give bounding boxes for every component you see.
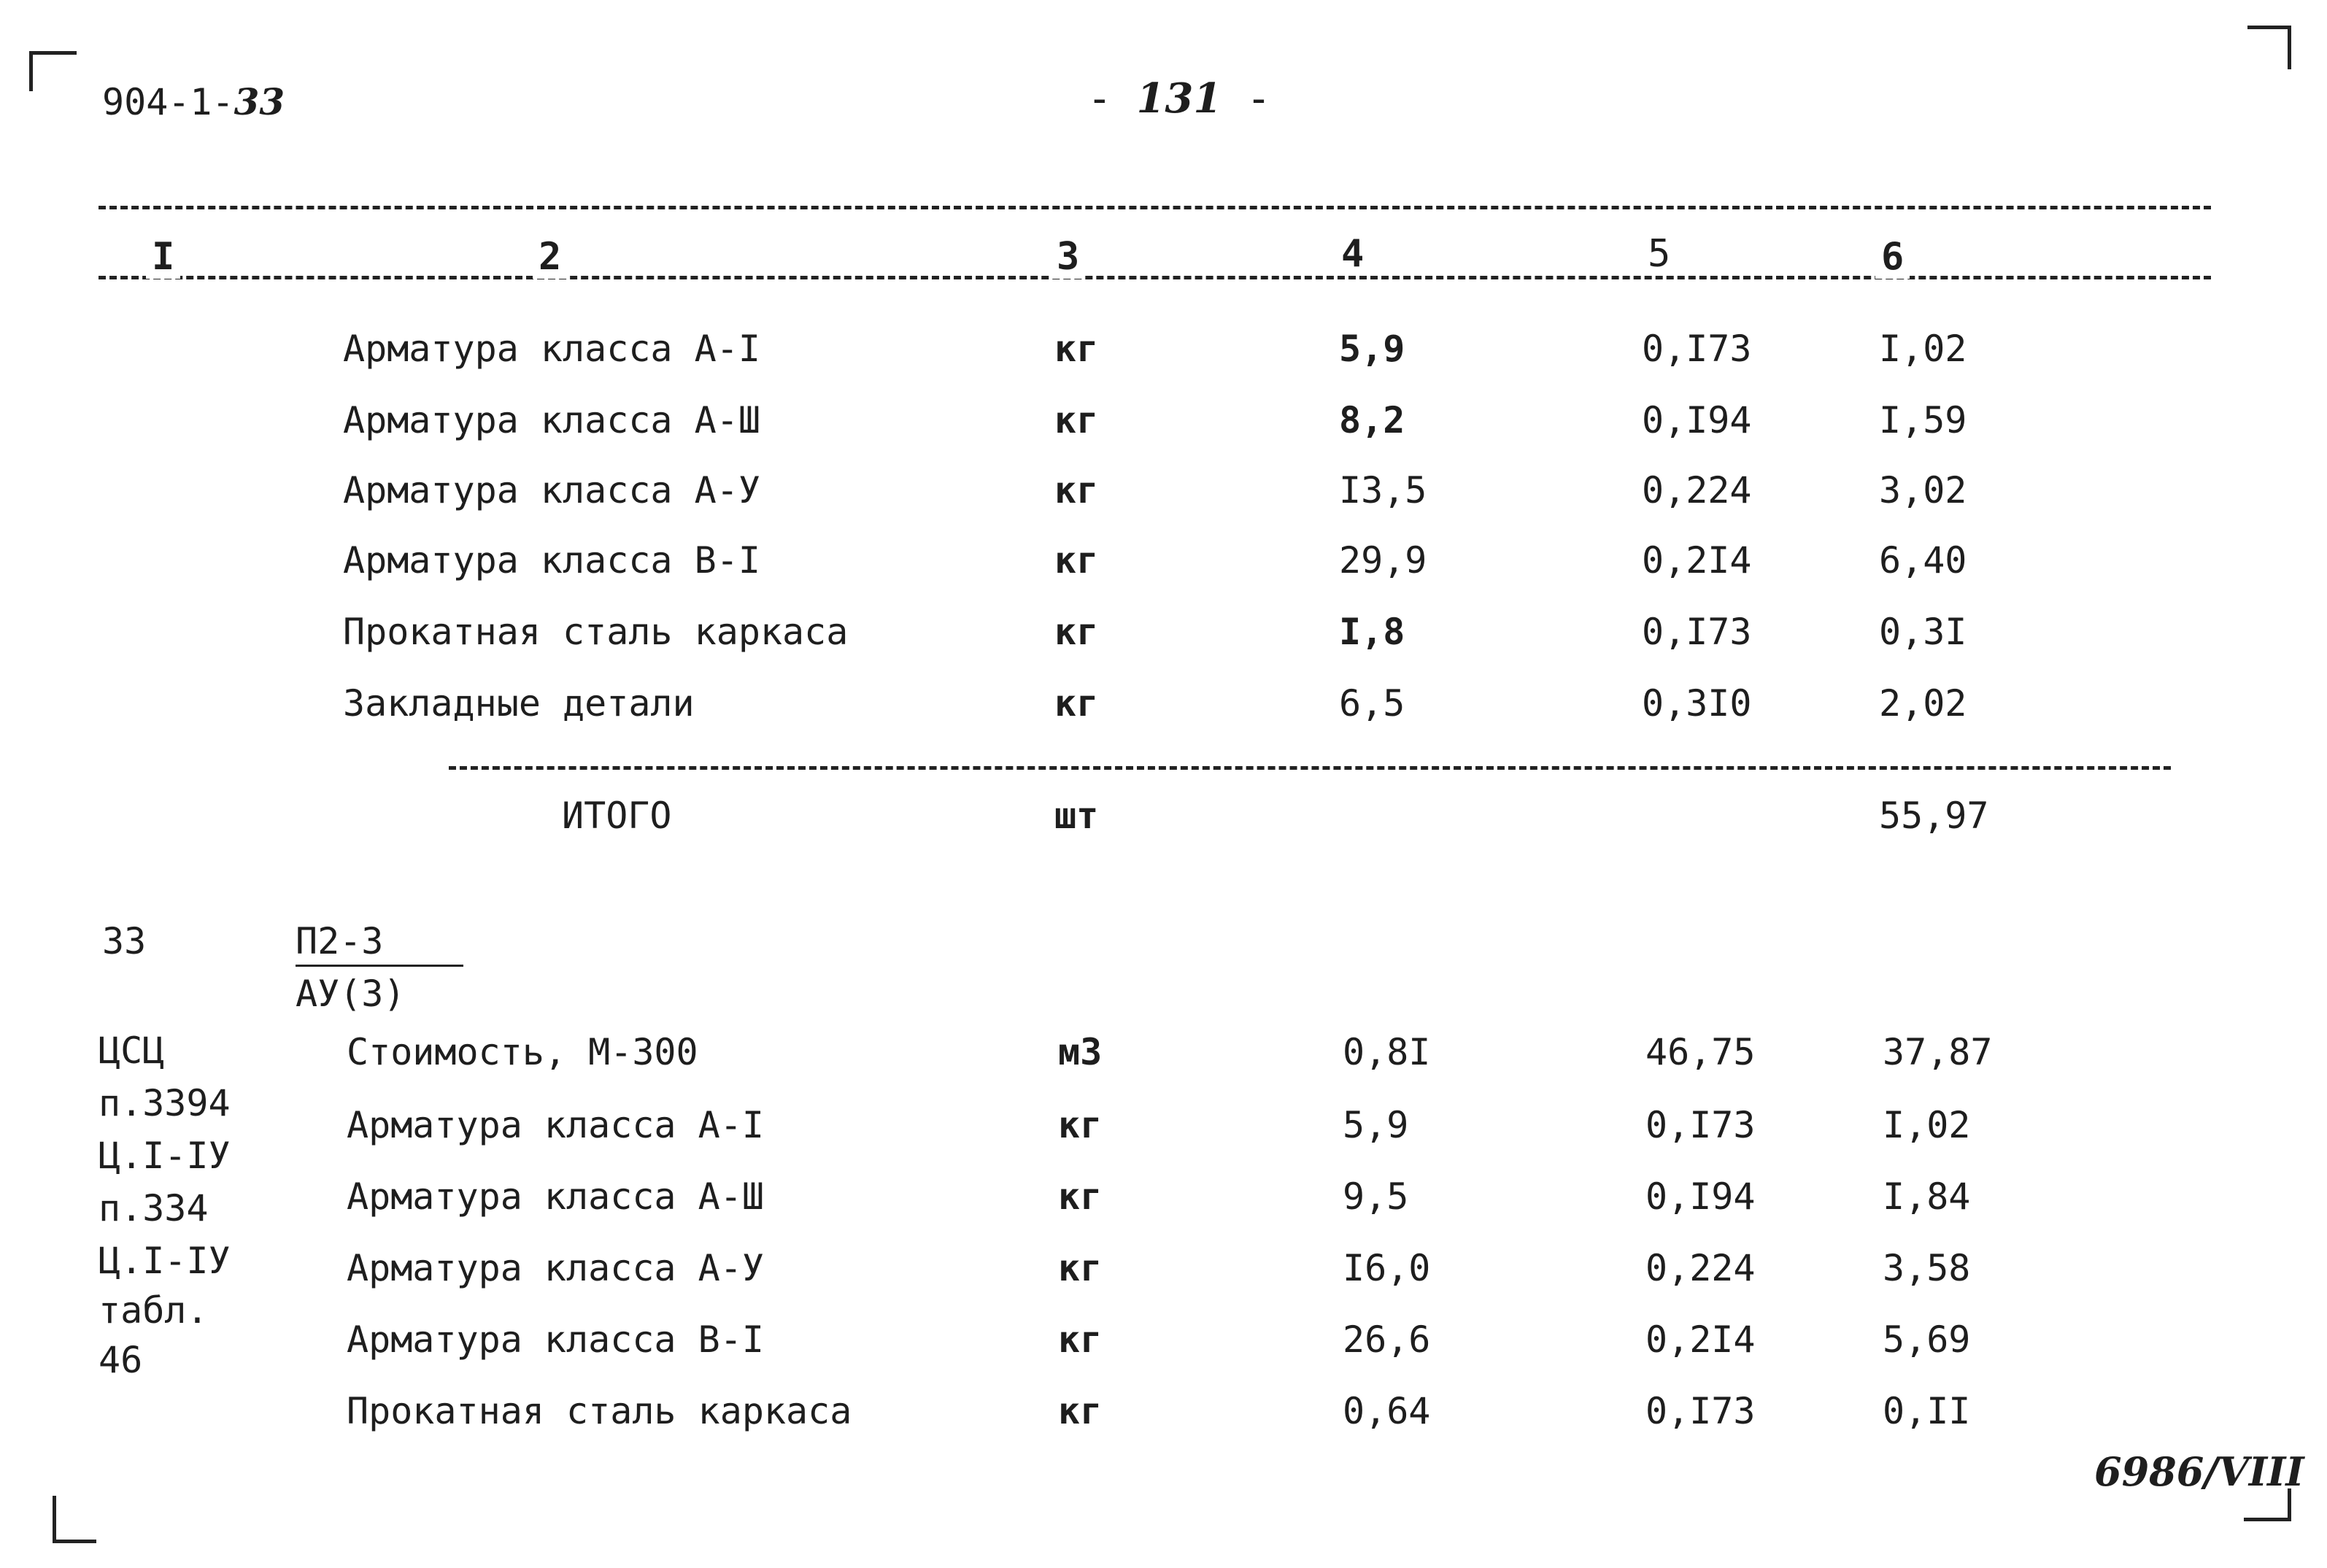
reference-line: табл. [99, 1289, 209, 1332]
table-row-total: 2,02 [1879, 682, 1967, 725]
table-row-name: Арматура класса А-I [347, 1104, 764, 1146]
table-row-price: 46,75 [1645, 1031, 1756, 1073]
table-row-total: I,02 [1883, 1104, 1971, 1146]
column-header-4: 4 [1335, 232, 1370, 276]
table-row-total: 0,II [1883, 1390, 1971, 1432]
total-label: ИТОГО [562, 795, 672, 837]
header-rule-top [99, 206, 2211, 209]
table-row-unit: м3 [1058, 1031, 1103, 1073]
table-row-price: 0,2I4 [1645, 1318, 1756, 1361]
table-row-qty: 0,8I [1343, 1031, 1431, 1073]
table-row-price: 0,I73 [1645, 1390, 1756, 1432]
total-unit: шт [1054, 795, 1099, 837]
table-row-name: Прокатная сталь каркаса [343, 611, 849, 653]
table-row-qty: 8,2 [1339, 399, 1405, 441]
table-row-unit: кг [1054, 469, 1099, 511]
page-number: - 131 - [1087, 74, 1271, 123]
table-row-name: Арматура класса А-Ш [347, 1175, 764, 1218]
table-row-name: Арматура класса А-I [343, 328, 760, 370]
column-header-5: 5 [1642, 232, 1676, 276]
table-row-price: 0,I94 [1642, 399, 1752, 441]
table-row-total: 0,3I [1879, 611, 1967, 653]
table-row-price: 0,I73 [1642, 328, 1752, 370]
table-row-price: 0,224 [1645, 1247, 1756, 1289]
corner-mark-bottom-left [53, 1496, 96, 1543]
table-row-total: I,59 [1879, 399, 1967, 441]
table-row-unit: кг [1054, 611, 1099, 653]
table-row-name: Прокатная сталь каркаса [347, 1390, 852, 1432]
table-row-name: Арматура класса А-У [343, 469, 760, 511]
table-row-qty: I3,5 [1339, 469, 1427, 511]
reference-line: Ц.I-IУ [99, 1240, 231, 1282]
table-row-unit: кг [1054, 328, 1099, 370]
table-row-price: 0,I94 [1645, 1175, 1756, 1218]
table-row-unit: кг [1058, 1104, 1103, 1146]
column-header-1: I [146, 235, 180, 279]
table-row-qty: 0,64 [1343, 1390, 1431, 1432]
document-code-prefix: 904-1- [102, 81, 234, 123]
table-row-qty: 5,9 [1343, 1104, 1409, 1146]
table-row-total: 5,69 [1883, 1318, 1971, 1361]
table-row-qty: 6,5 [1339, 682, 1405, 725]
document-code-suffix: 33 [234, 80, 285, 123]
table-row-qty: 26,6 [1343, 1318, 1431, 1361]
table-row-unit: кг [1054, 682, 1099, 725]
table-row-qty: 9,5 [1343, 1175, 1409, 1218]
table-row-price: 0,I73 [1642, 611, 1752, 653]
reference-line: ЦСЦ [99, 1030, 165, 1072]
total-value: 55,97 [1879, 795, 1989, 837]
table-row-unit: кг [1058, 1247, 1103, 1289]
item-number: 33 [102, 920, 147, 962]
table-row-unit: кг [1058, 1390, 1103, 1432]
table-row-price: 0,I73 [1645, 1104, 1756, 1146]
column-header-3: 3 [1051, 235, 1085, 279]
corner-mark-top-right [2247, 26, 2291, 69]
table-row-qty: 29,9 [1339, 539, 1427, 582]
table-row-name: Арматура класса А-Ш [343, 399, 760, 441]
subtotal-rule [449, 766, 2171, 770]
table-row-unit: кг [1058, 1175, 1103, 1218]
column-header-2: 2 [533, 235, 567, 279]
table-row-price: 0,3I0 [1642, 682, 1752, 725]
column-header-6: 6 [1875, 235, 1910, 279]
archive-stamp: 6986/VIII [2094, 1448, 2304, 1495]
table-row-price: 0,2I4 [1642, 539, 1752, 582]
table-row-total: 3,02 [1879, 469, 1967, 511]
page-number-value: 131 [1136, 74, 1222, 123]
reference-line: п.3394 [99, 1082, 231, 1124]
table-row-unit: кг [1058, 1318, 1103, 1361]
reference-line: Ц.I-IУ [99, 1135, 231, 1177]
corner-mark-top-left [29, 51, 77, 91]
table-row-price: 0,224 [1642, 469, 1752, 511]
table-row-total: I,02 [1879, 328, 1967, 370]
table-row-qty: I6,0 [1343, 1247, 1431, 1289]
reference-line: 46 [99, 1339, 143, 1381]
table-row-name: Арматура класса В-I [347, 1318, 764, 1361]
document-code [102, 80, 285, 124]
table-row-name: Арматура класса А-У [347, 1247, 764, 1289]
item-code-line1: П2-3 [296, 919, 463, 967]
table-row-qty: 5,9 [1339, 328, 1405, 370]
table-row-total: 6,40 [1879, 539, 1967, 582]
table-row-total: I,84 [1883, 1175, 1971, 1218]
table-row-qty: I,8 [1339, 611, 1405, 653]
table-row-total: 37,87 [1883, 1031, 1993, 1073]
table-row-name: Арматура класса В-I [343, 539, 760, 582]
table-row-unit: кг [1054, 399, 1099, 441]
reference-line: п.334 [99, 1187, 209, 1229]
table-row-unit: кг [1054, 539, 1099, 582]
table-row-name: Стоимость, М-300 [347, 1031, 698, 1073]
table-row-name: Закладные детали [343, 682, 695, 725]
table-row-total: 3,58 [1883, 1247, 1971, 1289]
item-code-line2: АУ(3) [296, 973, 406, 1015]
